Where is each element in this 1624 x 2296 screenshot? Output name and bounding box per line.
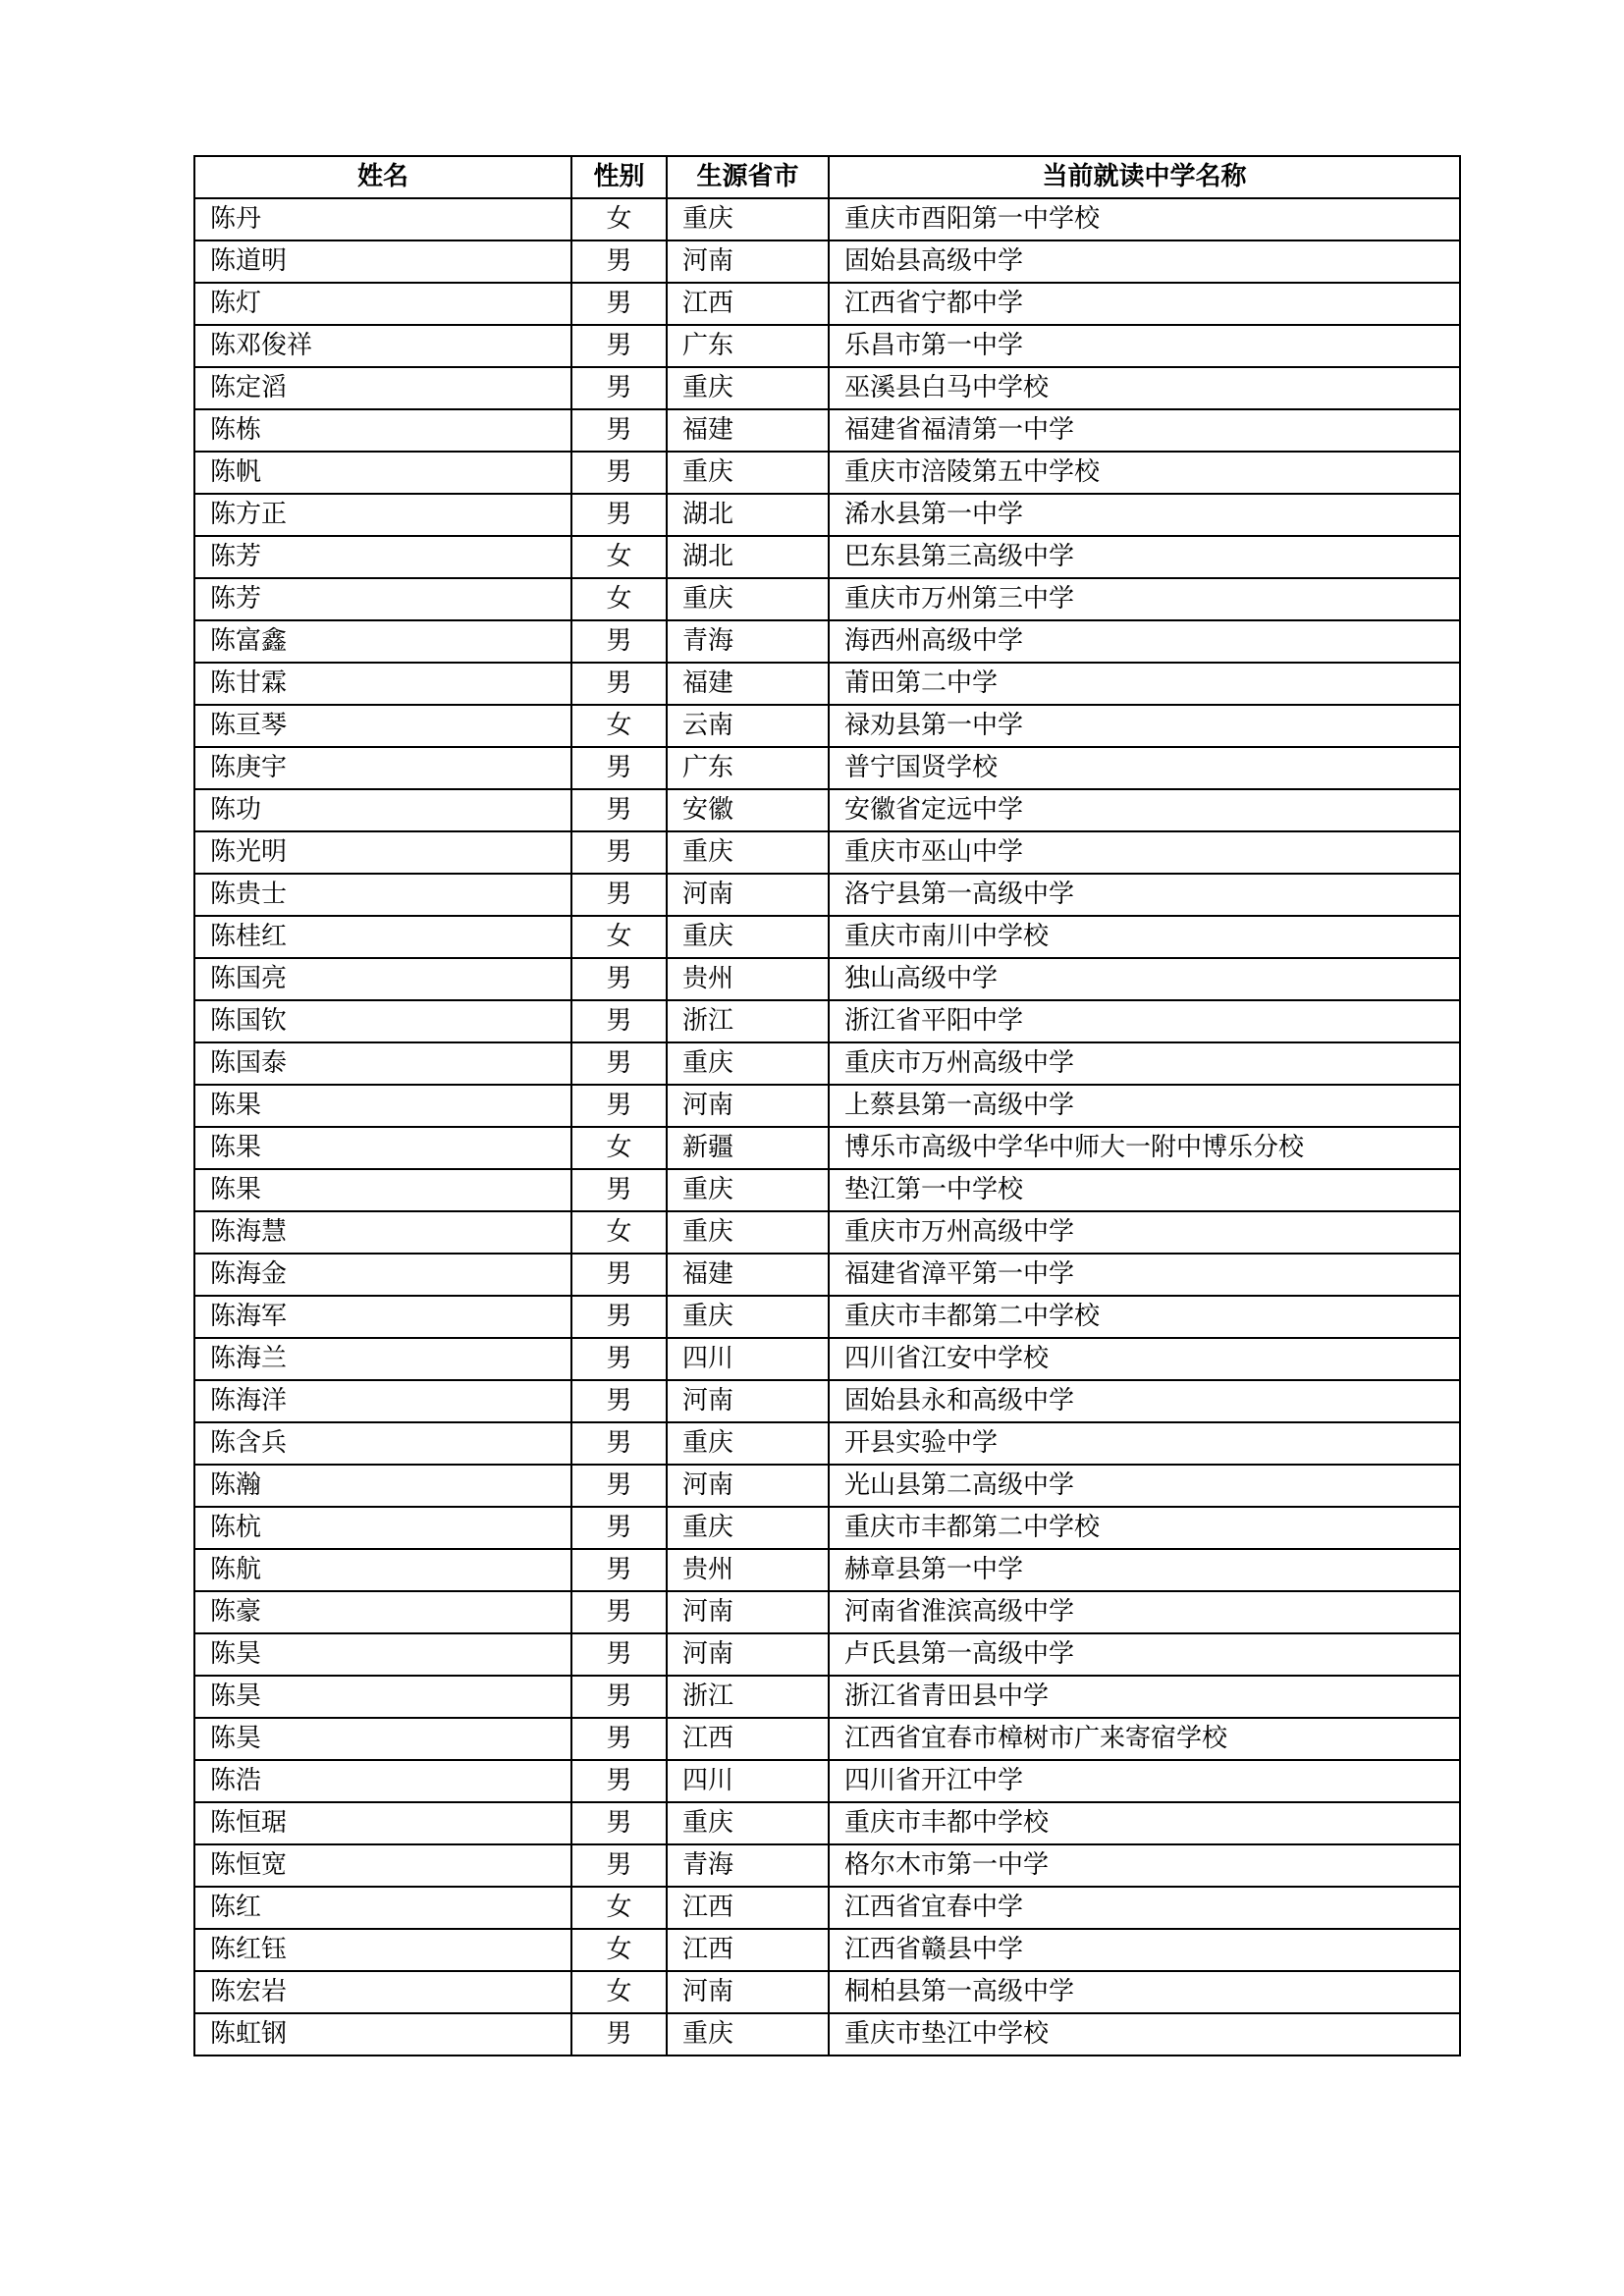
cell-name: 陈果	[194, 1085, 571, 1127]
cell-gender: 男	[571, 663, 667, 705]
table-row	[194, 536, 1460, 578]
table-row	[194, 620, 1460, 663]
cell-province: 重庆	[667, 1802, 829, 1844]
header-province: 生源省市	[667, 156, 829, 198]
cell-gender: 男	[571, 1042, 667, 1085]
cell-gender: 男	[571, 874, 667, 916]
table-header	[194, 156, 1460, 198]
cell-school: 浙江省平阳中学	[829, 1000, 1460, 1042]
cell-name: 陈功	[194, 789, 571, 831]
cell-province: 江西	[667, 283, 829, 325]
table-row	[194, 1000, 1460, 1042]
table-row	[194, 1380, 1460, 1422]
cell-school: 乐昌市第一中学	[829, 325, 1460, 367]
cell-province: 广东	[667, 747, 829, 789]
cell-province: 四川	[667, 1338, 829, 1380]
cell-name: 陈富鑫	[194, 620, 571, 663]
cell-name: 陈杭	[194, 1507, 571, 1549]
cell-gender: 男	[571, 831, 667, 874]
table-row	[194, 325, 1460, 367]
cell-gender: 女	[571, 578, 667, 620]
cell-province: 重庆	[667, 916, 829, 958]
cell-gender: 男	[571, 1507, 667, 1549]
cell-gender: 女	[571, 536, 667, 578]
cell-province: 安徽	[667, 789, 829, 831]
cell-name: 陈丹	[194, 198, 571, 240]
cell-school: 巴东县第三高级中学	[829, 536, 1460, 578]
table-row	[194, 2013, 1460, 2056]
cell-gender: 男	[571, 620, 667, 663]
table-row	[194, 1085, 1460, 1127]
cell-school: 洛宁县第一高级中学	[829, 874, 1460, 916]
cell-province: 福建	[667, 1254, 829, 1296]
cell-province: 云南	[667, 705, 829, 747]
cell-name: 陈昊	[194, 1633, 571, 1676]
cell-gender: 男	[571, 958, 667, 1000]
header-name: 姓名	[194, 156, 571, 198]
table-row	[194, 916, 1460, 958]
cell-name: 陈海金	[194, 1254, 571, 1296]
cell-name: 陈含兵	[194, 1422, 571, 1465]
cell-name: 陈桂红	[194, 916, 571, 958]
cell-school: 重庆市丰都中学校	[829, 1802, 1460, 1844]
cell-province: 青海	[667, 620, 829, 663]
cell-name: 陈光明	[194, 831, 571, 874]
cell-name: 陈红	[194, 1887, 571, 1929]
cell-name: 陈国泰	[194, 1042, 571, 1085]
cell-name: 陈瀚	[194, 1465, 571, 1507]
cell-gender: 男	[571, 1254, 667, 1296]
table-row	[194, 409, 1460, 452]
cell-name: 陈芳	[194, 536, 571, 578]
cell-gender: 男	[571, 1338, 667, 1380]
cell-gender: 男	[571, 747, 667, 789]
table-row	[194, 1422, 1460, 1465]
table-row	[194, 747, 1460, 789]
cell-school: 重庆市涪陵第五中学校	[829, 452, 1460, 494]
cell-province: 重庆	[667, 367, 829, 409]
table-row	[194, 958, 1460, 1000]
cell-province: 重庆	[667, 1211, 829, 1254]
cell-school: 浠水县第一中学	[829, 494, 1460, 536]
cell-name: 陈海军	[194, 1296, 571, 1338]
cell-school: 禄劝县第一中学	[829, 705, 1460, 747]
cell-school: 赫章县第一中学	[829, 1549, 1460, 1591]
cell-gender: 女	[571, 1971, 667, 2013]
table-row	[194, 1465, 1460, 1507]
cell-province: 河南	[667, 240, 829, 283]
table-row	[194, 1887, 1460, 1929]
cell-school: 四川省开江中学	[829, 1760, 1460, 1802]
table-row	[194, 1844, 1460, 1887]
cell-province: 河南	[667, 1633, 829, 1676]
cell-gender: 男	[571, 1422, 667, 1465]
cell-province: 河南	[667, 1085, 829, 1127]
cell-school: 格尔木市第一中学	[829, 1844, 1460, 1887]
cell-province: 贵州	[667, 1549, 829, 1591]
cell-province: 重庆	[667, 1422, 829, 1465]
cell-province: 河南	[667, 1465, 829, 1507]
cell-name: 陈国钦	[194, 1000, 571, 1042]
table-row	[194, 1211, 1460, 1254]
cell-name: 陈灯	[194, 283, 571, 325]
cell-school: 桐柏县第一高级中学	[829, 1971, 1460, 2013]
cell-name: 陈豪	[194, 1591, 571, 1633]
cell-name: 陈昊	[194, 1676, 571, 1718]
cell-gender: 男	[571, 1802, 667, 1844]
cell-gender: 男	[571, 1000, 667, 1042]
cell-school: 四川省江安中学校	[829, 1338, 1460, 1380]
cell-name: 陈恒琚	[194, 1802, 571, 1844]
cell-school: 重庆市万州第三中学	[829, 578, 1460, 620]
table-row	[194, 1718, 1460, 1760]
cell-gender: 男	[571, 1169, 667, 1211]
cell-school: 重庆市万州高级中学	[829, 1042, 1460, 1085]
cell-school: 江西省赣县中学	[829, 1929, 1460, 1971]
cell-name: 陈贵士	[194, 874, 571, 916]
table-row	[194, 1760, 1460, 1802]
cell-gender: 女	[571, 1127, 667, 1169]
cell-gender: 男	[571, 1380, 667, 1422]
cell-school: 重庆市丰都第二中学校	[829, 1296, 1460, 1338]
cell-name: 陈红钰	[194, 1929, 571, 1971]
table-row	[194, 367, 1460, 409]
cell-gender: 男	[571, 1760, 667, 1802]
cell-school: 江西省宁都中学	[829, 283, 1460, 325]
cell-province: 新疆	[667, 1127, 829, 1169]
cell-school: 重庆市丰都第二中学校	[829, 1507, 1460, 1549]
cell-province: 重庆	[667, 1507, 829, 1549]
cell-gender: 男	[571, 1633, 667, 1676]
table-row	[194, 874, 1460, 916]
cell-province: 浙江	[667, 1000, 829, 1042]
cell-gender: 男	[571, 1718, 667, 1760]
cell-gender: 男	[571, 789, 667, 831]
cell-name: 陈帆	[194, 452, 571, 494]
cell-name: 陈果	[194, 1169, 571, 1211]
cell-name: 陈浩	[194, 1760, 571, 1802]
cell-name: 陈海慧	[194, 1211, 571, 1254]
cell-school: 莆田第二中学	[829, 663, 1460, 705]
cell-gender: 男	[571, 1591, 667, 1633]
cell-gender: 男	[571, 494, 667, 536]
cell-school: 普宁国贤学校	[829, 747, 1460, 789]
cell-gender: 男	[571, 325, 667, 367]
table-body	[194, 198, 1460, 2056]
cell-gender: 男	[571, 1549, 667, 1591]
cell-province: 湖北	[667, 494, 829, 536]
table-row	[194, 578, 1460, 620]
cell-province: 重庆	[667, 1169, 829, 1211]
cell-province: 江西	[667, 1887, 829, 1929]
cell-gender: 女	[571, 1929, 667, 1971]
cell-school: 独山高级中学	[829, 958, 1460, 1000]
cell-school: 光山县第二高级中学	[829, 1465, 1460, 1507]
cell-province: 重庆	[667, 2013, 829, 2056]
cell-gender: 女	[571, 1887, 667, 1929]
cell-school: 浙江省青田县中学	[829, 1676, 1460, 1718]
cell-province: 贵州	[667, 958, 829, 1000]
table-row	[194, 240, 1460, 283]
cell-province: 江西	[667, 1718, 829, 1760]
table-row	[194, 1633, 1460, 1676]
cell-gender: 男	[571, 1844, 667, 1887]
table-row	[194, 1296, 1460, 1338]
cell-name: 陈栋	[194, 409, 571, 452]
cell-school: 巫溪县白马中学校	[829, 367, 1460, 409]
cell-gender: 男	[571, 2013, 667, 2056]
table-row	[194, 1254, 1460, 1296]
table-row	[194, 1802, 1460, 1844]
cell-province: 重庆	[667, 578, 829, 620]
cell-name: 陈邓俊祥	[194, 325, 571, 367]
table-row	[194, 452, 1460, 494]
table-row	[194, 1929, 1460, 1971]
cell-province: 重庆	[667, 1042, 829, 1085]
table-row	[194, 1507, 1460, 1549]
table-row	[194, 663, 1460, 705]
cell-gender: 男	[571, 1296, 667, 1338]
cell-name: 陈昊	[194, 1718, 571, 1760]
header-school: 当前就读中学名称	[829, 156, 1460, 198]
cell-province: 青海	[667, 1844, 829, 1887]
cell-school: 博乐市高级中学华中师大一附中博乐分校	[829, 1127, 1460, 1169]
cell-gender: 女	[571, 916, 667, 958]
cell-school: 固始县永和高级中学	[829, 1380, 1460, 1422]
cell-school: 重庆市万州高级中学	[829, 1211, 1460, 1254]
cell-gender: 女	[571, 705, 667, 747]
cell-province: 浙江	[667, 1676, 829, 1718]
cell-name: 陈恒宽	[194, 1844, 571, 1887]
table-row	[194, 1127, 1460, 1169]
cell-province: 重庆	[667, 452, 829, 494]
table-row	[194, 705, 1460, 747]
cell-province: 重庆	[667, 831, 829, 874]
table-row	[194, 1042, 1460, 1085]
cell-school: 重庆市垫江中学校	[829, 2013, 1460, 2056]
table-row	[194, 1549, 1460, 1591]
cell-gender: 女	[571, 198, 667, 240]
cell-name: 陈道明	[194, 240, 571, 283]
table-row	[194, 831, 1460, 874]
table-row	[194, 1169, 1460, 1211]
cell-gender: 女	[571, 1211, 667, 1254]
cell-province: 重庆	[667, 198, 829, 240]
cell-school: 垫江第一中学校	[829, 1169, 1460, 1211]
cell-province: 四川	[667, 1760, 829, 1802]
table-row	[194, 1338, 1460, 1380]
cell-province: 湖北	[667, 536, 829, 578]
cell-province: 河南	[667, 1971, 829, 2013]
cell-name: 陈亘琴	[194, 705, 571, 747]
table-row	[194, 494, 1460, 536]
cell-gender: 男	[571, 1465, 667, 1507]
table-row	[194, 1676, 1460, 1718]
cell-school: 江西省宜春市樟树市广来寄宿学校	[829, 1718, 1460, 1760]
cell-province: 河南	[667, 1380, 829, 1422]
cell-school: 海西州高级中学	[829, 620, 1460, 663]
cell-name: 陈果	[194, 1127, 571, 1169]
cell-name: 陈芳	[194, 578, 571, 620]
cell-school: 福建省漳平第一中学	[829, 1254, 1460, 1296]
cell-province: 河南	[667, 1591, 829, 1633]
cell-gender: 男	[571, 452, 667, 494]
header-row	[194, 156, 1460, 198]
cell-province: 江西	[667, 1929, 829, 1971]
table-row	[194, 198, 1460, 240]
cell-name: 陈虹钢	[194, 2013, 571, 2056]
cell-gender: 男	[571, 1676, 667, 1718]
cell-name: 陈定滔	[194, 367, 571, 409]
cell-name: 陈宏岩	[194, 1971, 571, 2013]
cell-school: 重庆市南川中学校	[829, 916, 1460, 958]
student-roster-table	[193, 155, 1461, 2056]
cell-province: 河南	[667, 874, 829, 916]
cell-name: 陈海洋	[194, 1380, 571, 1422]
cell-name: 陈甘霖	[194, 663, 571, 705]
cell-gender: 男	[571, 409, 667, 452]
cell-gender: 男	[571, 283, 667, 325]
header-gender: 性别	[571, 156, 667, 198]
table-row	[194, 1971, 1460, 2013]
cell-school: 河南省淮滨高级中学	[829, 1591, 1460, 1633]
cell-school: 重庆市巫山中学	[829, 831, 1460, 874]
table-row	[194, 789, 1460, 831]
cell-school: 固始县高级中学	[829, 240, 1460, 283]
cell-province: 福建	[667, 663, 829, 705]
cell-name: 陈国亮	[194, 958, 571, 1000]
cell-school: 福建省福清第一中学	[829, 409, 1460, 452]
cell-school: 开县实验中学	[829, 1422, 1460, 1465]
cell-name: 陈庚宇	[194, 747, 571, 789]
cell-name: 陈海兰	[194, 1338, 571, 1380]
cell-school: 重庆市酉阳第一中学校	[829, 198, 1460, 240]
cell-gender: 男	[571, 240, 667, 283]
cell-school: 卢氏县第一高级中学	[829, 1633, 1460, 1676]
cell-school: 江西省宜春中学	[829, 1887, 1460, 1929]
cell-gender: 男	[571, 1085, 667, 1127]
cell-school: 安徽省定远中学	[829, 789, 1460, 831]
cell-province: 福建	[667, 409, 829, 452]
cell-name: 陈航	[194, 1549, 571, 1591]
cell-school: 上蔡县第一高级中学	[829, 1085, 1460, 1127]
cell-province: 重庆	[667, 1296, 829, 1338]
table-row	[194, 283, 1460, 325]
cell-province: 广东	[667, 325, 829, 367]
cell-name: 陈方正	[194, 494, 571, 536]
table-row	[194, 1591, 1460, 1633]
cell-gender: 男	[571, 367, 667, 409]
